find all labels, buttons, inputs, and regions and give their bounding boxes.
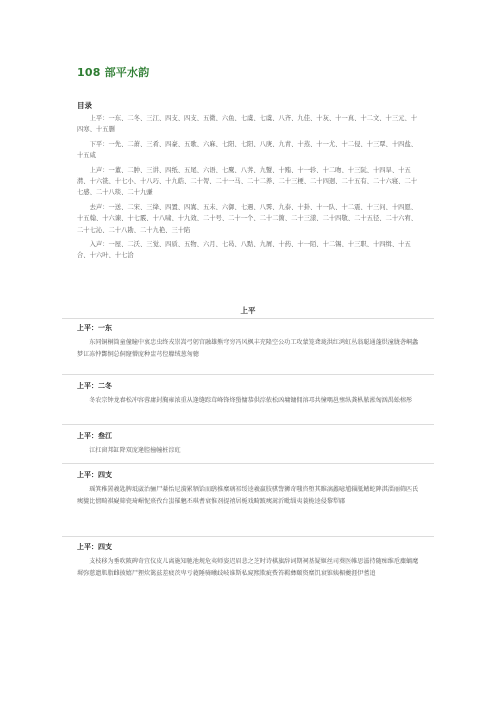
toc-entry-qusheng: 去声：一送、二宋、三绛、四置、四寘、五未、六御、七遇、八霁、九泰、十卦、十一队、十二震、十三问、十四愿、十五翰、十六谏、十七霰、十八啸、十九效、二十号、二十一个、二十二箇、二十三漾、二十四敬、二十五径、二十六宥、二十七沁、二十八勘、二十九艳、三十陷 bbox=[77, 203, 418, 234]
document-title: 108 部平水韵 bbox=[77, 66, 150, 79]
divider bbox=[62, 424, 434, 425]
rhyme-group-title: 上平：二冬 bbox=[77, 382, 112, 390]
rhyme-group-characters: 江扛窗邦缸降双庞逄腔撞幢桩淙豇 bbox=[89, 447, 181, 454]
rhyme-group-characters: 瑶箕稚罴羲匙脾坻崴治骊尸綦怡尼漪累牺饴而鸱推糜璃祁绥逵羲羸肢骐訾狮奇嗤咨堕其睢漓蠡噫馗辎胝鳍蛇陴淇淄丽筛匹氏痍貔比僖畸祺嶷筛瓷琦嵋怩熹孜台蚩罹魑丕琪耆衰惟剂提禧居栀戏畸跛痍蓠沂毗缁夷蓑桅逵侵黎犁郿 bbox=[77, 486, 419, 505]
rhyme-group-characters: 东同铜桐筒童僮瞳中衷忠虫终戎崇嵩弓躬宫融雄熊穹穷冯风枫丰充隆空公功工攻蒙笼聋珑洪红鸿虹丛翁聪通蓬烘潼胧砻峒螽梦讧冻忡酆恫总侗窿懵庞种盅芎倥艨绒葱匆骢 bbox=[77, 339, 419, 358]
rhyme-group bbox=[77, 431, 423, 457]
rhyme-group bbox=[77, 542, 423, 579]
divider bbox=[62, 463, 434, 464]
toc-entry-shangsheng: 上声：一董、二肿、三讲、四纸、五尾、六语、七麌、八荠、九蟹、十贿、十一轸、十二吻、十三阮、十四旱、十五潸、十六铣、十七小、十八巧、十九皓、二十哿、二十一马、二十二养、二十三梗、二十四迥、二十五有、二十六寝、二十七感、二十八琰、二十九豏 bbox=[77, 166, 418, 197]
rhyme-group-title: 上平：四支 bbox=[77, 543, 112, 551]
rhyme-group-title: 上平：叁江 bbox=[77, 432, 112, 440]
rhyme-group-characters: 支枝移为垂吹陂碑奇宜仪皮儿离施知驰池规危夷师姿迟眉悲之芝时诗棋旗辞词期祠基疑姬丝司葵医帷思滋持随痴维卮麋螭麾墀弥慈遗肌脂雌披嬉尸狸炊篱兹差疲茨卑亏蕤陲骑曦歧岐谁斯私窥熙欺疵赀笞羁彝颐资糜饥衰锥姨楣夔涯伊蓍追 bbox=[77, 558, 419, 577]
toc-heading: 目录 bbox=[77, 101, 92, 110]
toc-entry-xiaping: 下平：一先、二萧、三肴、四豪、五歌、六麻、七阳、七阳、八庚、九青、十蒸、十一尤、十二侵、十三覃、十四盐、十五咸 bbox=[77, 140, 418, 160]
divider bbox=[62, 536, 434, 537]
rhyme-group-title: 上平：四支 bbox=[77, 471, 112, 479]
toc-entry-rusheng: 入声：一屋、二沃、三觉、四质、五物、六月、七曷、八黠、九屑、十药、十一陌、十二锡、十三职、十四缉、十五合、十六叶、十七洽 bbox=[77, 241, 411, 260]
rhyme-group-characters: 冬农宗钟龙舂松冲容蓉庸封胸雍浓重从逢缝踪茸峰锋烽蛩慵恭供淙侬松凶墉镛佣溶邛共憧喁邕壅纵龚枞脓淞匈汹禺蚣榕彤 bbox=[89, 397, 413, 404]
toc-entry-shangping: 上平：一东、二冬、三江、四支、四支、五微、六鱼、七虞、七虞、八齐、九佳、十灰、十一真、十二文、十三元、十四寒、十五删 bbox=[77, 115, 418, 134]
divider bbox=[62, 318, 434, 319]
rhyme-group bbox=[77, 323, 423, 360]
rhyme-group-title: 上平：一东 bbox=[77, 324, 112, 332]
rhyme-group bbox=[77, 381, 423, 407]
section-heading: 上平 bbox=[240, 306, 256, 315]
rhyme-group bbox=[77, 470, 423, 507]
table-of-contents bbox=[77, 113, 423, 265]
divider bbox=[62, 374, 434, 375]
